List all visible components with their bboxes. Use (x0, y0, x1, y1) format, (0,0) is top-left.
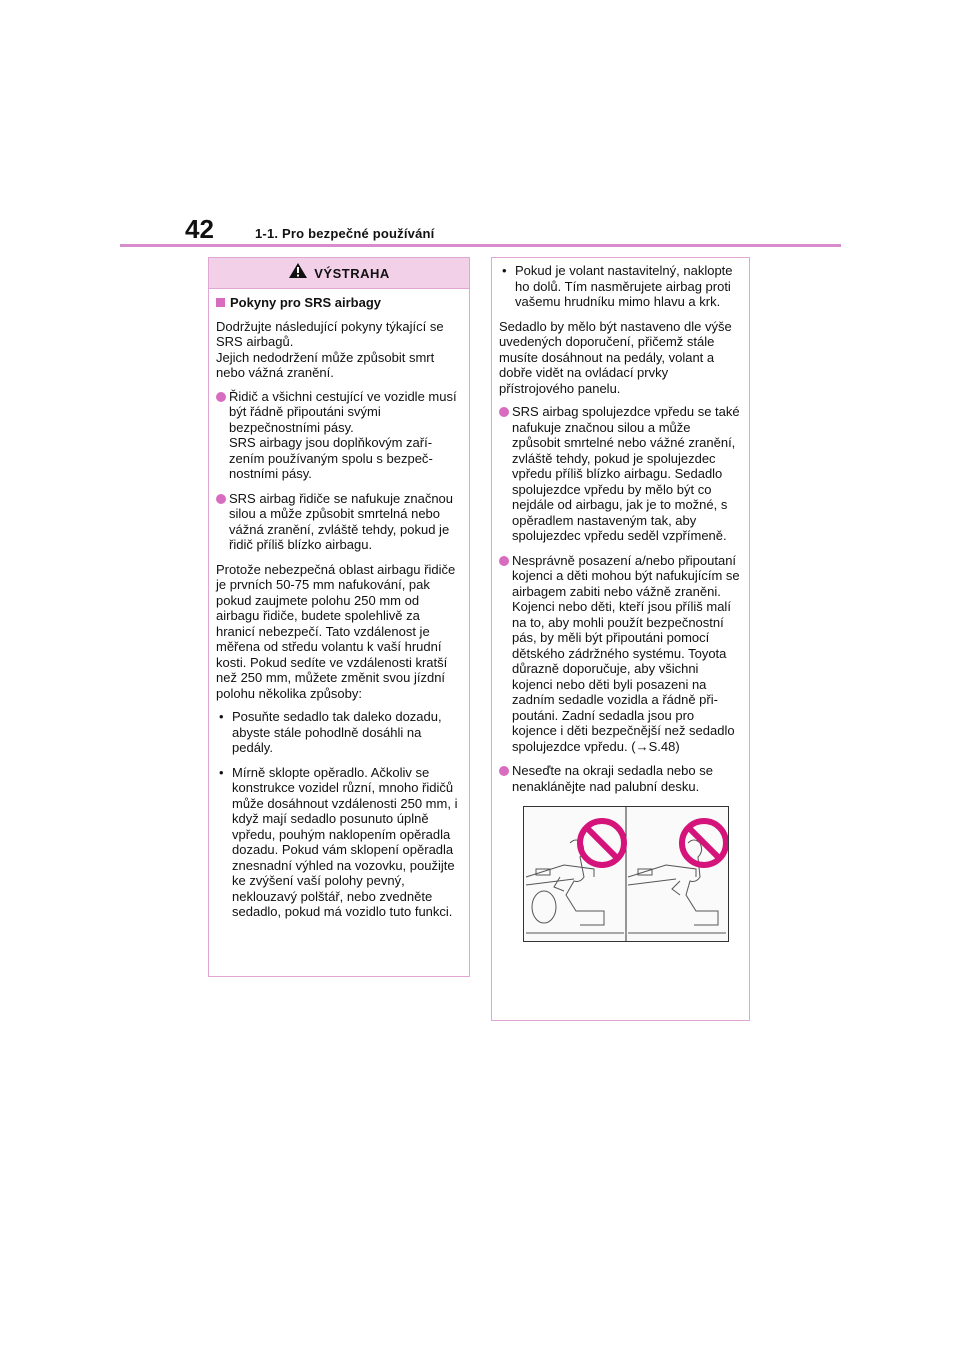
page-number: 42 (185, 214, 214, 244)
sub-list-item-text: Pokud je volant nastavitelný, naklopte ho dolů. Tím nasměrujete airbag proti vašemu hrudníku mimo hlavu a krk. (515, 263, 733, 309)
list-item-text: Řidič a všichni cestující ve vozidle musí být řádně připoutáni svými bezpečnostními pásy. SRS airbagy jsou doplňkovým zařízením používaným spolu s bezpečnostními pásy. (229, 388, 457, 481)
warning-triangle-icon (288, 262, 308, 284)
list-item (499, 553, 742, 755)
round-bullet-icon (499, 766, 509, 776)
sub-list-item (499, 263, 742, 310)
sub-list-item-text: Mírně sklopte opěradlo. Ačkoliv se konstrukce vozidel různí, mnoho řidičů může dosáhnout vzdálenosti 250 mm, i když mají sedadlo posunuto úplně vpředu, pouhým naklopením opěradla dozadu. Pokud vám sklopení opěradla znesnadní výhled na vozovku, použijte ke zvýšení vaší polohy pevný, neklouzavý polštář, nebo zvedněte sedadlo, pokud má vozidlo tuto funkci. (232, 764, 458, 919)
round-bullet-icon (499, 556, 509, 566)
illustration-improper-seating (523, 806, 729, 942)
round-bullet-icon (499, 407, 509, 417)
warning-box-left (208, 257, 470, 977)
list-item (499, 763, 742, 794)
warning-title: VÝSTRAHA (314, 265, 390, 281)
section-title: 1-1. Pro bezpečné používání (255, 226, 435, 241)
warning-content-right (492, 258, 749, 942)
small-bullet-icon: • (219, 764, 224, 780)
small-bullet-icon: • (502, 263, 507, 278)
list-item-text: Neseďte na okraji sedadla nebo se nenaklánějte nad palubní desku. (512, 763, 713, 794)
page-header (185, 214, 435, 245)
sub-list-item (216, 709, 462, 756)
intro-paragraph: Dodržujte následující pokyny týkající se SRS airbagů. Jejich nedodržení může způsobit smrt nebo vážná zranění. (216, 318, 444, 380)
list-item (216, 491, 462, 553)
warning-content-left (209, 289, 469, 920)
list-item-text: Nesprávně posazení a/nebo připoutaní kojenci a děti mohou být nafukujícím se airbagem zabiti nebo vážně zraněni. Kojenci nebo děti, kteří jsou příliš malí na to, aby mohli použít bezpečnostní pás, by měli být připoutáni pomocí dětského zádržného systému. Toyota důrazně doporučuje, aby všichni kojenci nebo děti byli posazeni na zadním sedadle vozidla a řádně připoutáni. Zadní sedadla jsou pro kojence i děti bezpečnější než sedadlo spolujezdce vpředu. (→S.48) (512, 552, 740, 754)
subheading-text: Pokyny pro SRS airbagy (230, 295, 381, 310)
small-bullet-icon: • (219, 709, 224, 724)
header-rule (120, 244, 841, 247)
square-bullet-icon (216, 298, 225, 307)
prohibition-icon (580, 821, 624, 865)
seating-illustration-svg (524, 807, 728, 941)
body-paragraph: Sedadlo by mělo být nastaveno dle výše uvedených doporučení, přičemž stále musíte dosáhnout na pedály, volant a dobře vidět na ovládací prvky přístrojového panelu. (499, 318, 732, 396)
section-subheading (216, 295, 462, 311)
round-bullet-icon (216, 392, 226, 402)
list-item-text: SRS airbag řidiče se nafukuje značnou silou a může způsobit smrtelná nebo vážná zranění, zvláště tehdy, pokud je řidič příliš blízko airbagu. (229, 490, 454, 552)
warning-header (209, 258, 469, 289)
body-paragraph: Protože nebezpečná oblast airbagu řidiče je prvních 50-75 mm nafukování, pak pokud zaujmete polohu 250 mm od airbagu řidiče, budete spolehlivě za hranicí nebezpečí. Tato vzdálenost je měřena od středu volantu k vaší hrudní kosti. Pokud sedíte ve vzdálenosti kratší než 250 mm, můžete změnit svou jízdní polohu několika způsoby: (216, 561, 456, 701)
sub-list-item (216, 765, 462, 920)
sub-list-item-text: Posuňte sedadlo tak daleko dozadu, abyste stále pohodlně dosáhli na pedály. (232, 709, 442, 755)
list-item (216, 389, 462, 482)
list-item-text: SRS airbag spolujezdce vpředu se také nafukuje značnou silou a může způsobit smrtelné nebo vážné zranění, zvláště tehdy, pokud je spolujezdec vpředu příliš blízko airbagu. Sedadlo spolujezdce vpředu by mělo být co nejdále od airbagu, jak je to možné, s opěradlem nastaveným tak, aby spolujezdec vpředu seděl vzpřímeně. (512, 404, 740, 543)
list-item (499, 404, 742, 544)
round-bullet-icon (216, 494, 226, 504)
warning-box-right (491, 257, 750, 1021)
